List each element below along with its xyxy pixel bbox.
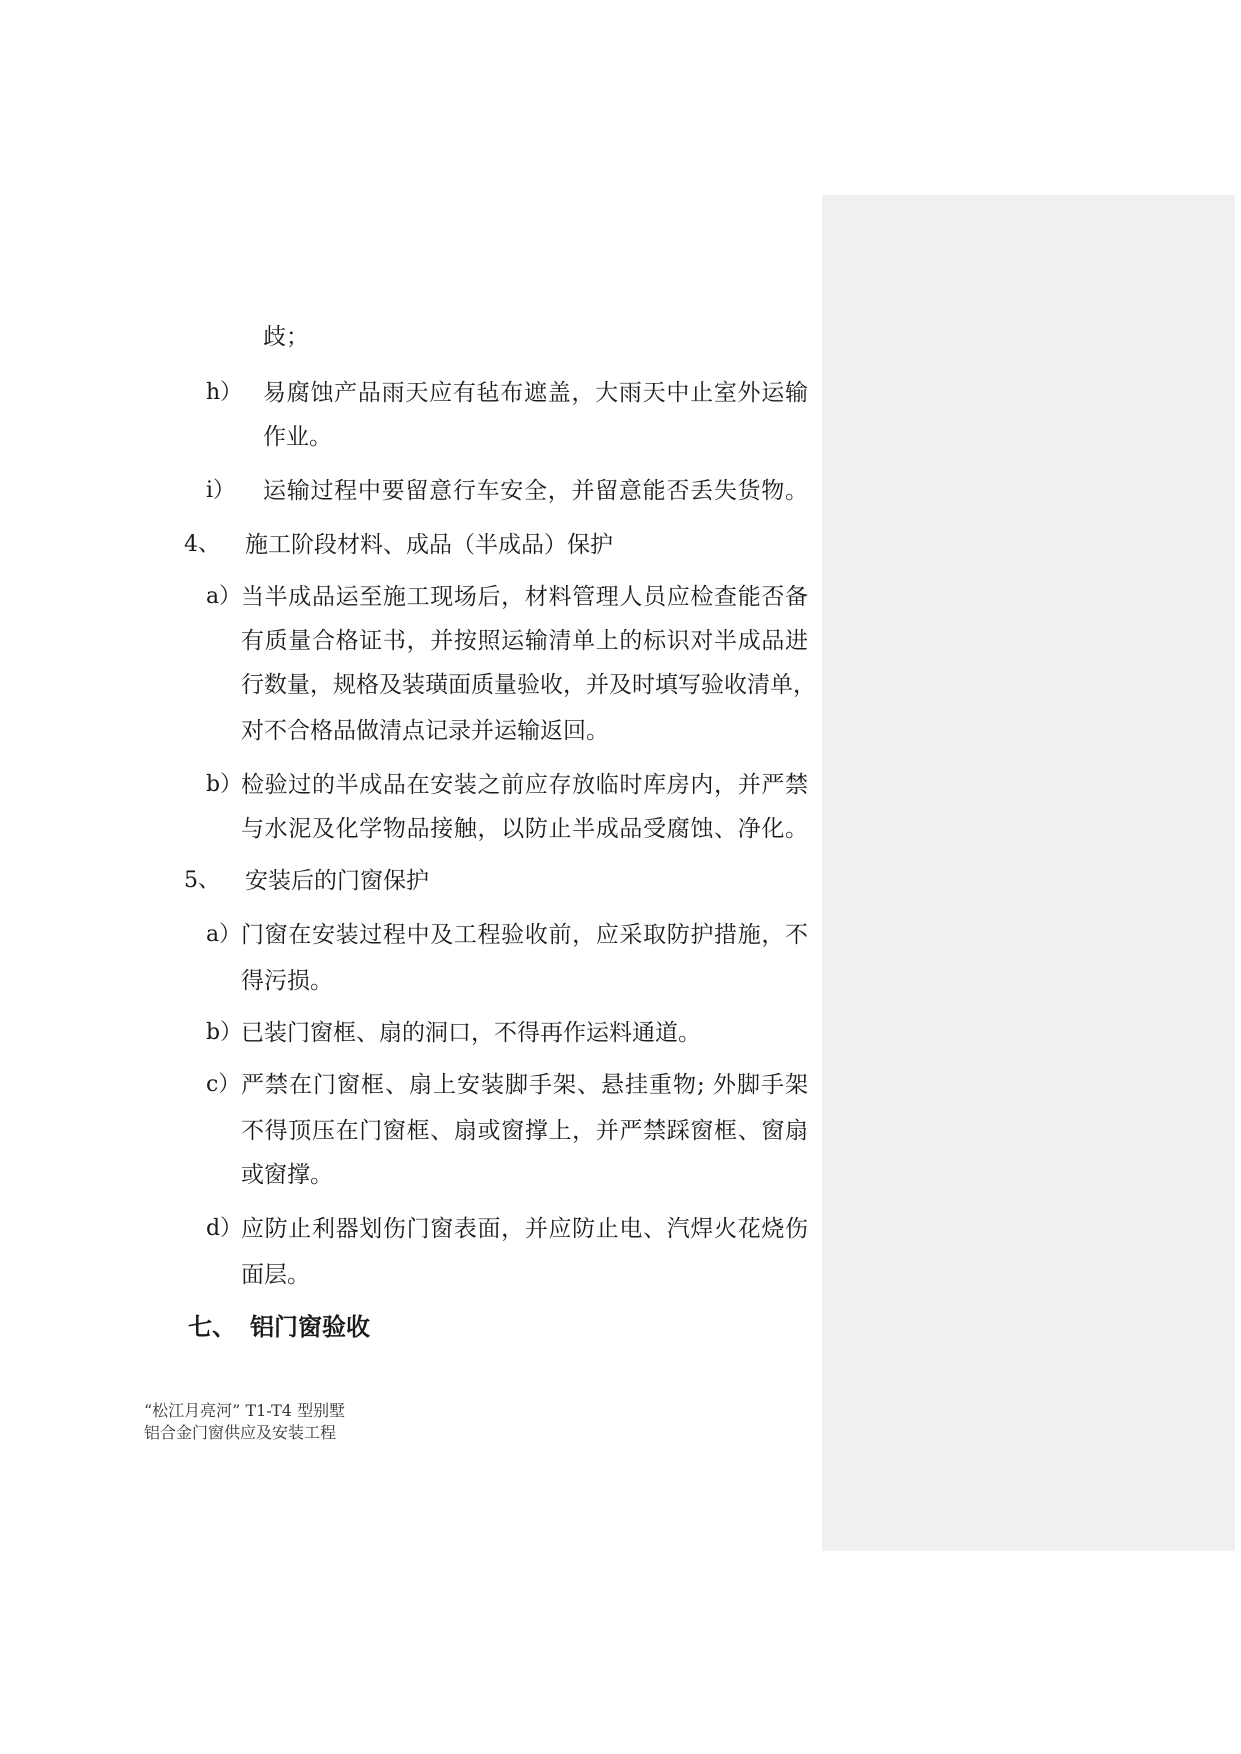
section-5-item-d-label: d）	[206, 1216, 243, 1241]
footer-line-1: “松江月亮河” T1-T4 型别墅	[144, 1401, 346, 1420]
section-4-item-b-label: b）	[206, 772, 243, 797]
section-5-title: 安装后的门窗保护	[245, 868, 429, 894]
section-4-item-b-line-1: 检验过的半成品在安装之前应存放临时库房内，并严禁	[241, 772, 808, 798]
section-4-item-a-line-2: 有质量合格证书，并按照运输清单上的标识对半成品进	[241, 628, 808, 654]
section-4-item-a-line-3: 行数量，规格及装璜面质量验收，并及时填写验收清单，	[241, 672, 816, 698]
section-5-item-a-label: a）	[206, 922, 242, 947]
section-5-item-c-line-2: 不得顶压在门窗框、扇或窗撑上，并严禁踩窗框、窗扇	[241, 1118, 808, 1144]
section-4-title: 施工阶段材料、成品（半成品）保护	[245, 532, 613, 558]
section-5-number: 5、	[184, 868, 220, 893]
section-4-item-a-label: a）	[206, 584, 242, 609]
section-5-item-c-label: c）	[206, 1072, 241, 1097]
item-i-label: i）	[206, 478, 236, 503]
footer-line-2: 铝合金门窗供应及安装工程	[144, 1423, 337, 1442]
section-5-item-d-line-1: 应防止利器划伤门窗表面，并应防止电、汽焊火花烧伤	[241, 1216, 808, 1242]
section-5-item-a-line-1: 门窗在安装过程中及工程验收前，应采取防护措施，不	[241, 922, 808, 948]
comment-margin-panel	[822, 195, 1235, 1551]
section-4-item-a-line-4: 对不合格品做清点记录并运输返回。	[241, 718, 609, 744]
section-5-item-c-line-3: 或窗撑。	[241, 1162, 333, 1188]
section-5-item-b-line-1: 已装门窗框、扇的洞口，不得再作运料通道。	[241, 1020, 701, 1046]
section-7-number: 七、	[188, 1313, 236, 1341]
item-h-line-1: 易腐蚀产品雨天应有毡布遮盖，大雨天中止室外运输	[263, 380, 808, 406]
section-4-item-b-line-2: 与水泥及化学物品接触，以防止半成品受腐蚀、净化。	[241, 816, 808, 842]
section-5-item-c-line-1: 严禁在门窗框、扇上安装脚手架、悬挂重物; 外脚手架	[241, 1072, 808, 1098]
section-5-item-b-label: b）	[206, 1020, 243, 1045]
section-4-number: 4、	[184, 532, 220, 557]
section-4-item-a-line-1: 当半成品运至施工现场后，材料管理人员应检查能否备	[241, 584, 808, 610]
section-7-title: 铝门窗验收	[250, 1313, 370, 1341]
continued-text: 歧；	[263, 324, 309, 350]
item-h-line-2: 作业。	[263, 424, 332, 450]
item-i-line-1: 运输过程中要留意行车安全，并留意能否丢失货物。	[263, 478, 808, 504]
item-h-label: h）	[206, 380, 243, 405]
section-5-item-d-line-2: 面层。	[241, 1262, 310, 1288]
section-5-item-a-line-2: 得污损。	[241, 968, 333, 994]
